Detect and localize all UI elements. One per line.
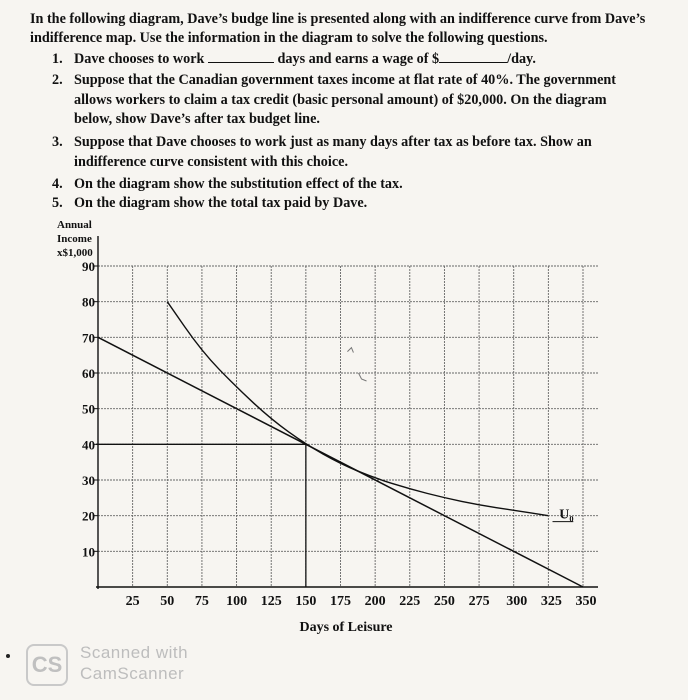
question-line: Suppose that Dave chooses to work just as many days after tax as before tax. Show an [74,134,592,150]
pencil-mark [359,373,367,381]
intro-paragraph: In the following diagram, Dave’s budge line is presented along with an indifference curve from Dave’s indifference map. Use the information in the diagram to solve the following questions. [30,11,646,46]
x-tick-label: 300 [506,594,528,609]
x-tick-label: 50 [160,594,175,609]
watermark-line: CamScanner [80,664,185,683]
x-tick-label: 200 [364,594,386,609]
watermark-line: Scanned with [80,643,189,662]
y-tick-label: 30 [82,473,95,488]
x-axis-label: Days of Leisure [299,620,393,635]
y-axis-title-line: Annual [57,219,92,231]
y-axis-title-line: Income [57,233,92,245]
question-text: Dave chooses to work [74,51,205,67]
y-tick-label: 50 [82,401,95,417]
chart-ticks [82,259,597,635]
x-tick-label: 250 [433,594,455,609]
question-line: allows workers to claim a tax credit (basic personal amount) of $20,000. On the diagram [74,91,607,108]
y-tick-label: 40 [82,437,95,453]
x-tick-label: 225 [399,594,421,609]
x-tick-label: 350 [575,594,597,609]
chart-grid [98,266,598,587]
pencil-mark [347,348,353,353]
y-tick-label: 70 [82,330,95,346]
question-number: 1. [52,51,63,67]
y-tick-label: 60 [82,366,95,381]
x-tick-label: 325 [540,594,562,609]
question-text: On the diagram show the substitution effect of the tax. [74,176,403,192]
x-tick-label: 175 [330,594,351,609]
x-tick-label: 25 [125,594,140,609]
y-tick-label: 80 [82,294,95,310]
y-tick-label: 10 [82,544,95,560]
question-number: 2. [52,72,63,88]
y-tick-label: 90 [82,259,95,274]
question-number: 3. [52,134,63,150]
question-text: On the diagram show the total tax paid by Dave. [74,195,368,211]
camscanner-logo-icon: CS [26,644,68,686]
question-line: indifference curve consistent with this choice. [74,153,348,170]
y-tick-label: 20 [82,508,95,524]
x-tick-label: 125 [260,594,282,609]
x-tick-label: 75 [194,594,209,609]
chart-axes [96,236,598,589]
y-axis-title-line: x$1,000 [57,247,93,259]
u0-label: U₀ [559,507,574,523]
question-number: 5. [52,195,63,211]
question-text: /day. [507,51,536,67]
question-line: Suppose that the Canadian government taxes income at flat rate of 40%. The government [74,72,616,88]
x-tick-label: 275 [468,594,490,609]
x-tick-label: 150 [295,594,317,609]
x-tick-label: 100 [226,594,248,609]
question-line: below, show Dave’s after tax budget line. [74,111,320,127]
camscanner-watermark [6,640,206,688]
question-text: days and earns a wage of $ [277,51,440,67]
question-number: 4. [52,176,63,192]
